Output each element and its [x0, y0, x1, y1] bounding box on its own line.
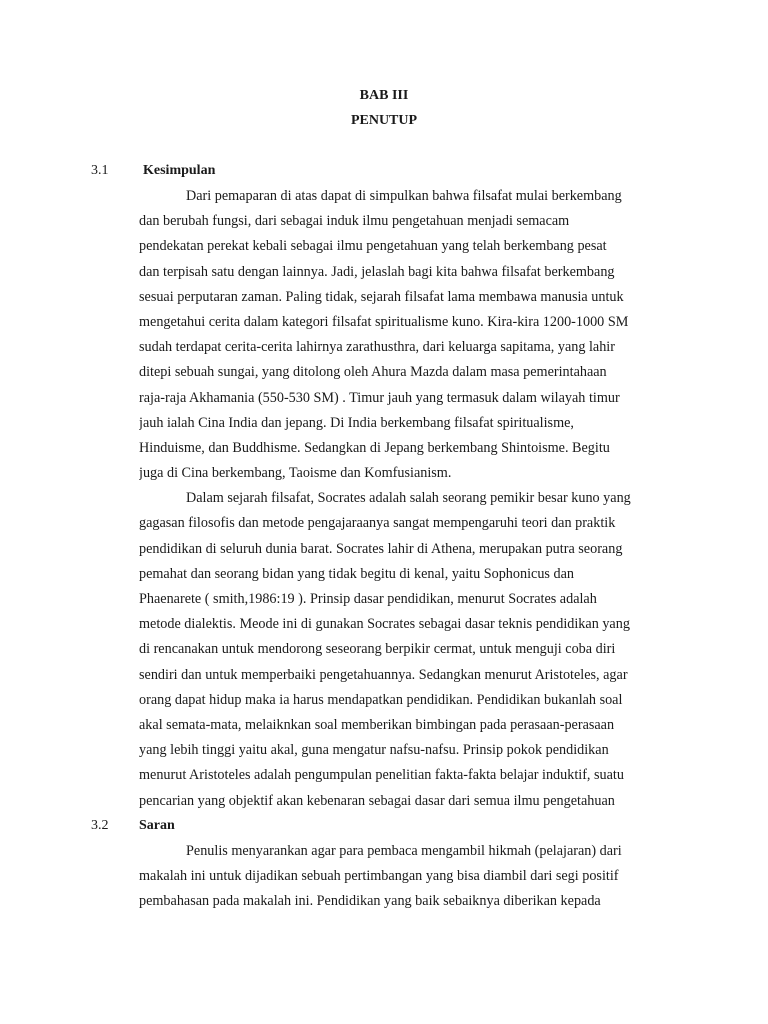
section-title-conclusion: Kesimpulan — [143, 163, 216, 178]
text-line: jauh ialah Cina India dan jepang. Di India berkembang filsafat spiritualisme, — [139, 414, 574, 431]
text-line: pendidikan di seluruh dunia barat. Socrates lahir di Athena, merupakan putra seorang — [139, 540, 623, 557]
text-line: gagasan filosofis dan metode pengajaraanya sangat mempengaruhi teori dan praktik — [139, 515, 616, 532]
chapter-title: PENUTUP — [350, 113, 418, 128]
text-line: di rencanakan untuk mendorong seseorang berpikir cermat, untuk menguji coba diri — [139, 641, 616, 658]
text-line: makalah ini untuk dijadikan sebuah pertimbangan yang bisa diambil dari segi positif — [139, 868, 619, 885]
text-line: dan terpisah satu dengan lainnya. Jadi, jelaslah bagi kita bahwa filsafat berkembang — [139, 263, 615, 280]
text-line: akal semata-mata, melaiknkan soal memberikan bimbingan pada perasaan-perasaan — [139, 716, 615, 733]
text-line: yang lebih tinggi yaitu akal, guna mengatur nafsu-nafsu. Prinsip pokok pendidikan — [139, 742, 609, 759]
text-line: juga di Cina berkembang, Taoisme dan Komfusianism. — [139, 465, 452, 482]
text-line: Dalam sejarah filsafat, Socrates adalah salah seorang pemikir besar kuno yang — [186, 490, 631, 507]
text-line: metode dialektis. Meode ini di gunakan Socrates sebagai dasar teknis pendidikan yang — [139, 616, 630, 633]
text-line: ditepi sebuah sungai, yang ditolong oleh Ahura Mazda dalam masa pemerintahaan — [139, 364, 607, 381]
text-line: pendekatan perekat kebali sebagai ilmu pengetahuan yang telah berkembang pesat — [139, 238, 607, 255]
text-line: Dari pemaparan di atas dapat di simpulkan bahwa filsafat mulai berkembang — [186, 188, 622, 204]
text-line: pemahat dan seorang bidan yang tidak begitu di kenal, yaitu Sophonicus dan — [139, 565, 574, 582]
text-line: menurut Aristoteles adalah pengumpulan penelitian fakta-fakta belajar induktif, suatu — [139, 767, 624, 784]
text-line: sudah terdapat cerita-cerita lahirnya zarathusthra, dari keluarga sapitama, yang lahir — [139, 339, 615, 356]
section-number-suggestion: 3.2 — [91, 818, 109, 833]
text-line: Phaenarete ( smith,1986:19 ). Prinsip dasar pendidikan, menurut Socrates adalah — [139, 591, 597, 607]
text-line: pencarian yang objektif akan kebenaran sebagai dasar dari semua ilmu pengetahuan — [139, 792, 615, 809]
section-number-conclusion: 3.1 — [91, 163, 109, 178]
text-line: Penulis menyarankan agar para pembaca mengambil hikmah (pelajaran) dari — [186, 843, 622, 859]
chapter-heading: BAB III — [359, 88, 409, 103]
section-title-suggestion: Saran — [139, 818, 175, 833]
text-line: pembahasan pada makalah ini. Pendidikan yang baik sebaiknya diberikan kepada — [139, 893, 601, 910]
text-line: Hinduisme, dan Buddhisme. Sedangkan di Jepang berkembang Shintoisme. Begitu — [139, 439, 610, 456]
text-line: sendiri dan untuk memperbaiki pengetahuannya. Sedangkan menurut Aristoteles, agar — [139, 666, 628, 683]
text-line: dan berubah fungsi, dari sebagai induk ilmu pengetahuan menjadi semacam — [139, 213, 570, 230]
text-line: raja-raja Akhamania (550-530 SM) . Timur jauh yang termasuk dalam wilayah timur — [139, 389, 620, 406]
text-line: sesuai perputaran zaman. Paling tidak, sejarah filsafat lama membawa manusia untuk — [139, 288, 624, 305]
suggestion-body — [139, 839, 679, 915]
text-line: mengetahui cerita dalam kategori filsafat spiritualisme kuno. Kira-kira 1200-1000 SM — [139, 313, 629, 330]
text-line: orang dapat hidup maka ia harus mendapatkan pendidikan. Pendidikan bukanlah soal — [139, 691, 623, 708]
conclusion-body — [139, 184, 679, 814]
